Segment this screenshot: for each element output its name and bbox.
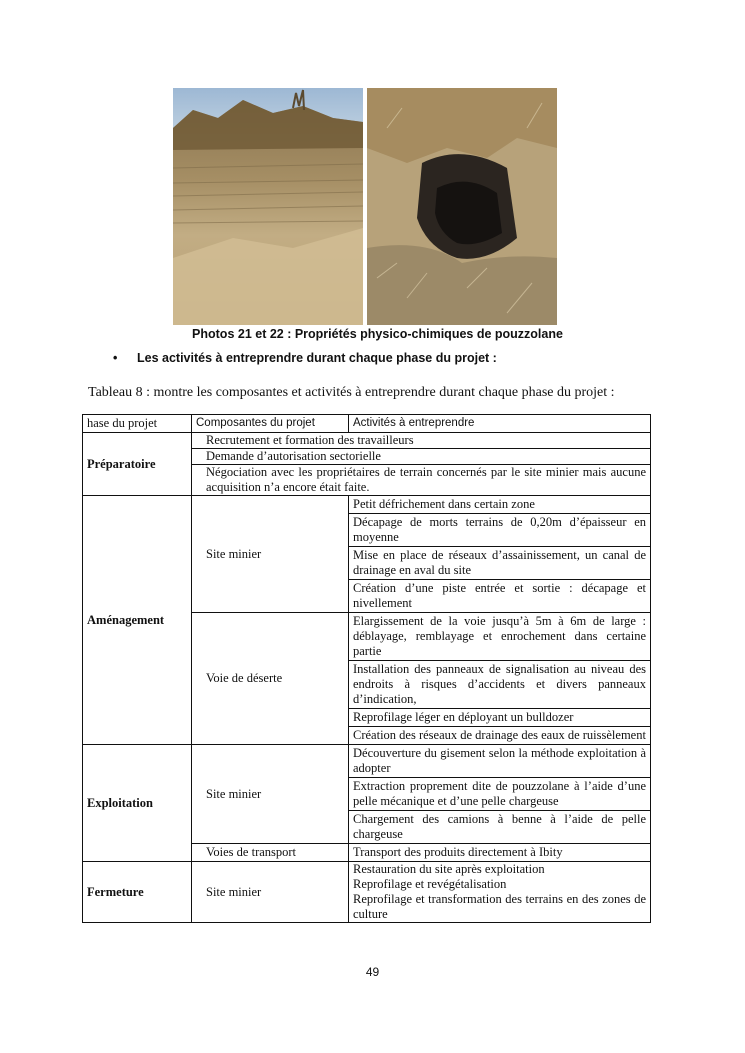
activity-cell: Création des réseaux de drainage des eaux de ruissèlement (349, 727, 651, 745)
page-number: 49 (365, 965, 380, 979)
activity-cell: Extraction proprement dite de pouzzolane à l’aide d’une pelle mécanique et d’une pelle chargeuse (349, 778, 651, 811)
activity-cell: Chargement des camions à benne à l’aide de pelle chargeuse (349, 811, 651, 844)
photo-21-pouzzolane-quarry (173, 88, 363, 325)
photo-22-pouzzolane-pit (367, 88, 557, 325)
table-cell: Recrutement et formation des travailleurs (192, 433, 651, 449)
phase-exploitation: Exploitation (83, 745, 192, 862)
bullet-icon: • (113, 351, 118, 365)
photo-caption: Photos 21 et 22 : Propriétés physico-chimiques de pouzzolane (192, 327, 563, 341)
table-row (83, 745, 651, 778)
activity-cell: Mise en place de réseaux d’assainissement, un canal de drainage en aval du site (349, 547, 651, 580)
table-row (83, 433, 651, 449)
component-site-minier: Site minier (192, 745, 349, 844)
section-bullet (113, 351, 497, 365)
header-components: Composantes du projet (192, 415, 349, 433)
activity-line: Reprofilage et revégétalisation (353, 877, 507, 891)
table-cell: Négociation avec les propriétaires de terrain concernés par le site minier mais aucune acquisition n’a encore était faite. (192, 465, 651, 496)
activity-cell: Création d’une piste entrée et sortie : décapage et nivellement (349, 580, 651, 613)
activity-cell: Découverture du gisement selon la méthode exploitation à adopter (349, 745, 651, 778)
activity-cell: Elargissement de la voie jusqu’à 5m à 6m de large : déblayage, remblayage et enrochement dans certaine partie (349, 613, 651, 661)
activity-cell: Installation des panneaux de signalisation au niveau des endroits à risques d’accidents et divers panneaux d’indication, (349, 661, 651, 709)
activity-cell: Reprofilage léger en déployant un bulldozer (349, 709, 651, 727)
component-site-minier: Site minier (192, 496, 349, 613)
phase-fermeture: Fermeture (83, 862, 192, 923)
table-row (83, 862, 651, 923)
header-activities: Activités à entreprendre (349, 415, 651, 433)
table-row (83, 496, 651, 514)
table-intro: Tableau 8 : montre les composantes et activités à entreprendre durant chaque phase du projet : (88, 385, 615, 400)
component-site-minier: Site minier (192, 862, 349, 923)
activity-cell: Transport des produits directement à Ibity (349, 844, 651, 862)
activity-cell: Décapage de morts terrains de 0,20m d’épaisseur en moyenne (349, 514, 651, 547)
photos-block (173, 88, 557, 325)
activity-cell (349, 862, 651, 923)
activity-line: Restauration du site après exploitation (353, 862, 545, 876)
component-voie-de-deserte: Voie de déserte (192, 613, 349, 745)
activity-cell: Petit défrichement dans certain zone (349, 496, 651, 514)
phase-amenagement: Aménagement (83, 496, 192, 745)
table-cell: Demande d’autorisation sectorielle (192, 449, 651, 465)
activity-line: Reprofilage et transformation des terrains en des zones de culture (353, 892, 646, 921)
activities-table (82, 414, 651, 923)
table-header-row (83, 415, 651, 433)
header-phase: hase du projet (83, 415, 192, 433)
component-voies-de-transport: Voies de transport (192, 844, 349, 862)
bullet-text: Les activités à entreprendre durant chaque phase du projet : (137, 351, 497, 365)
phase-preparatoire: Préparatoire (83, 433, 192, 496)
